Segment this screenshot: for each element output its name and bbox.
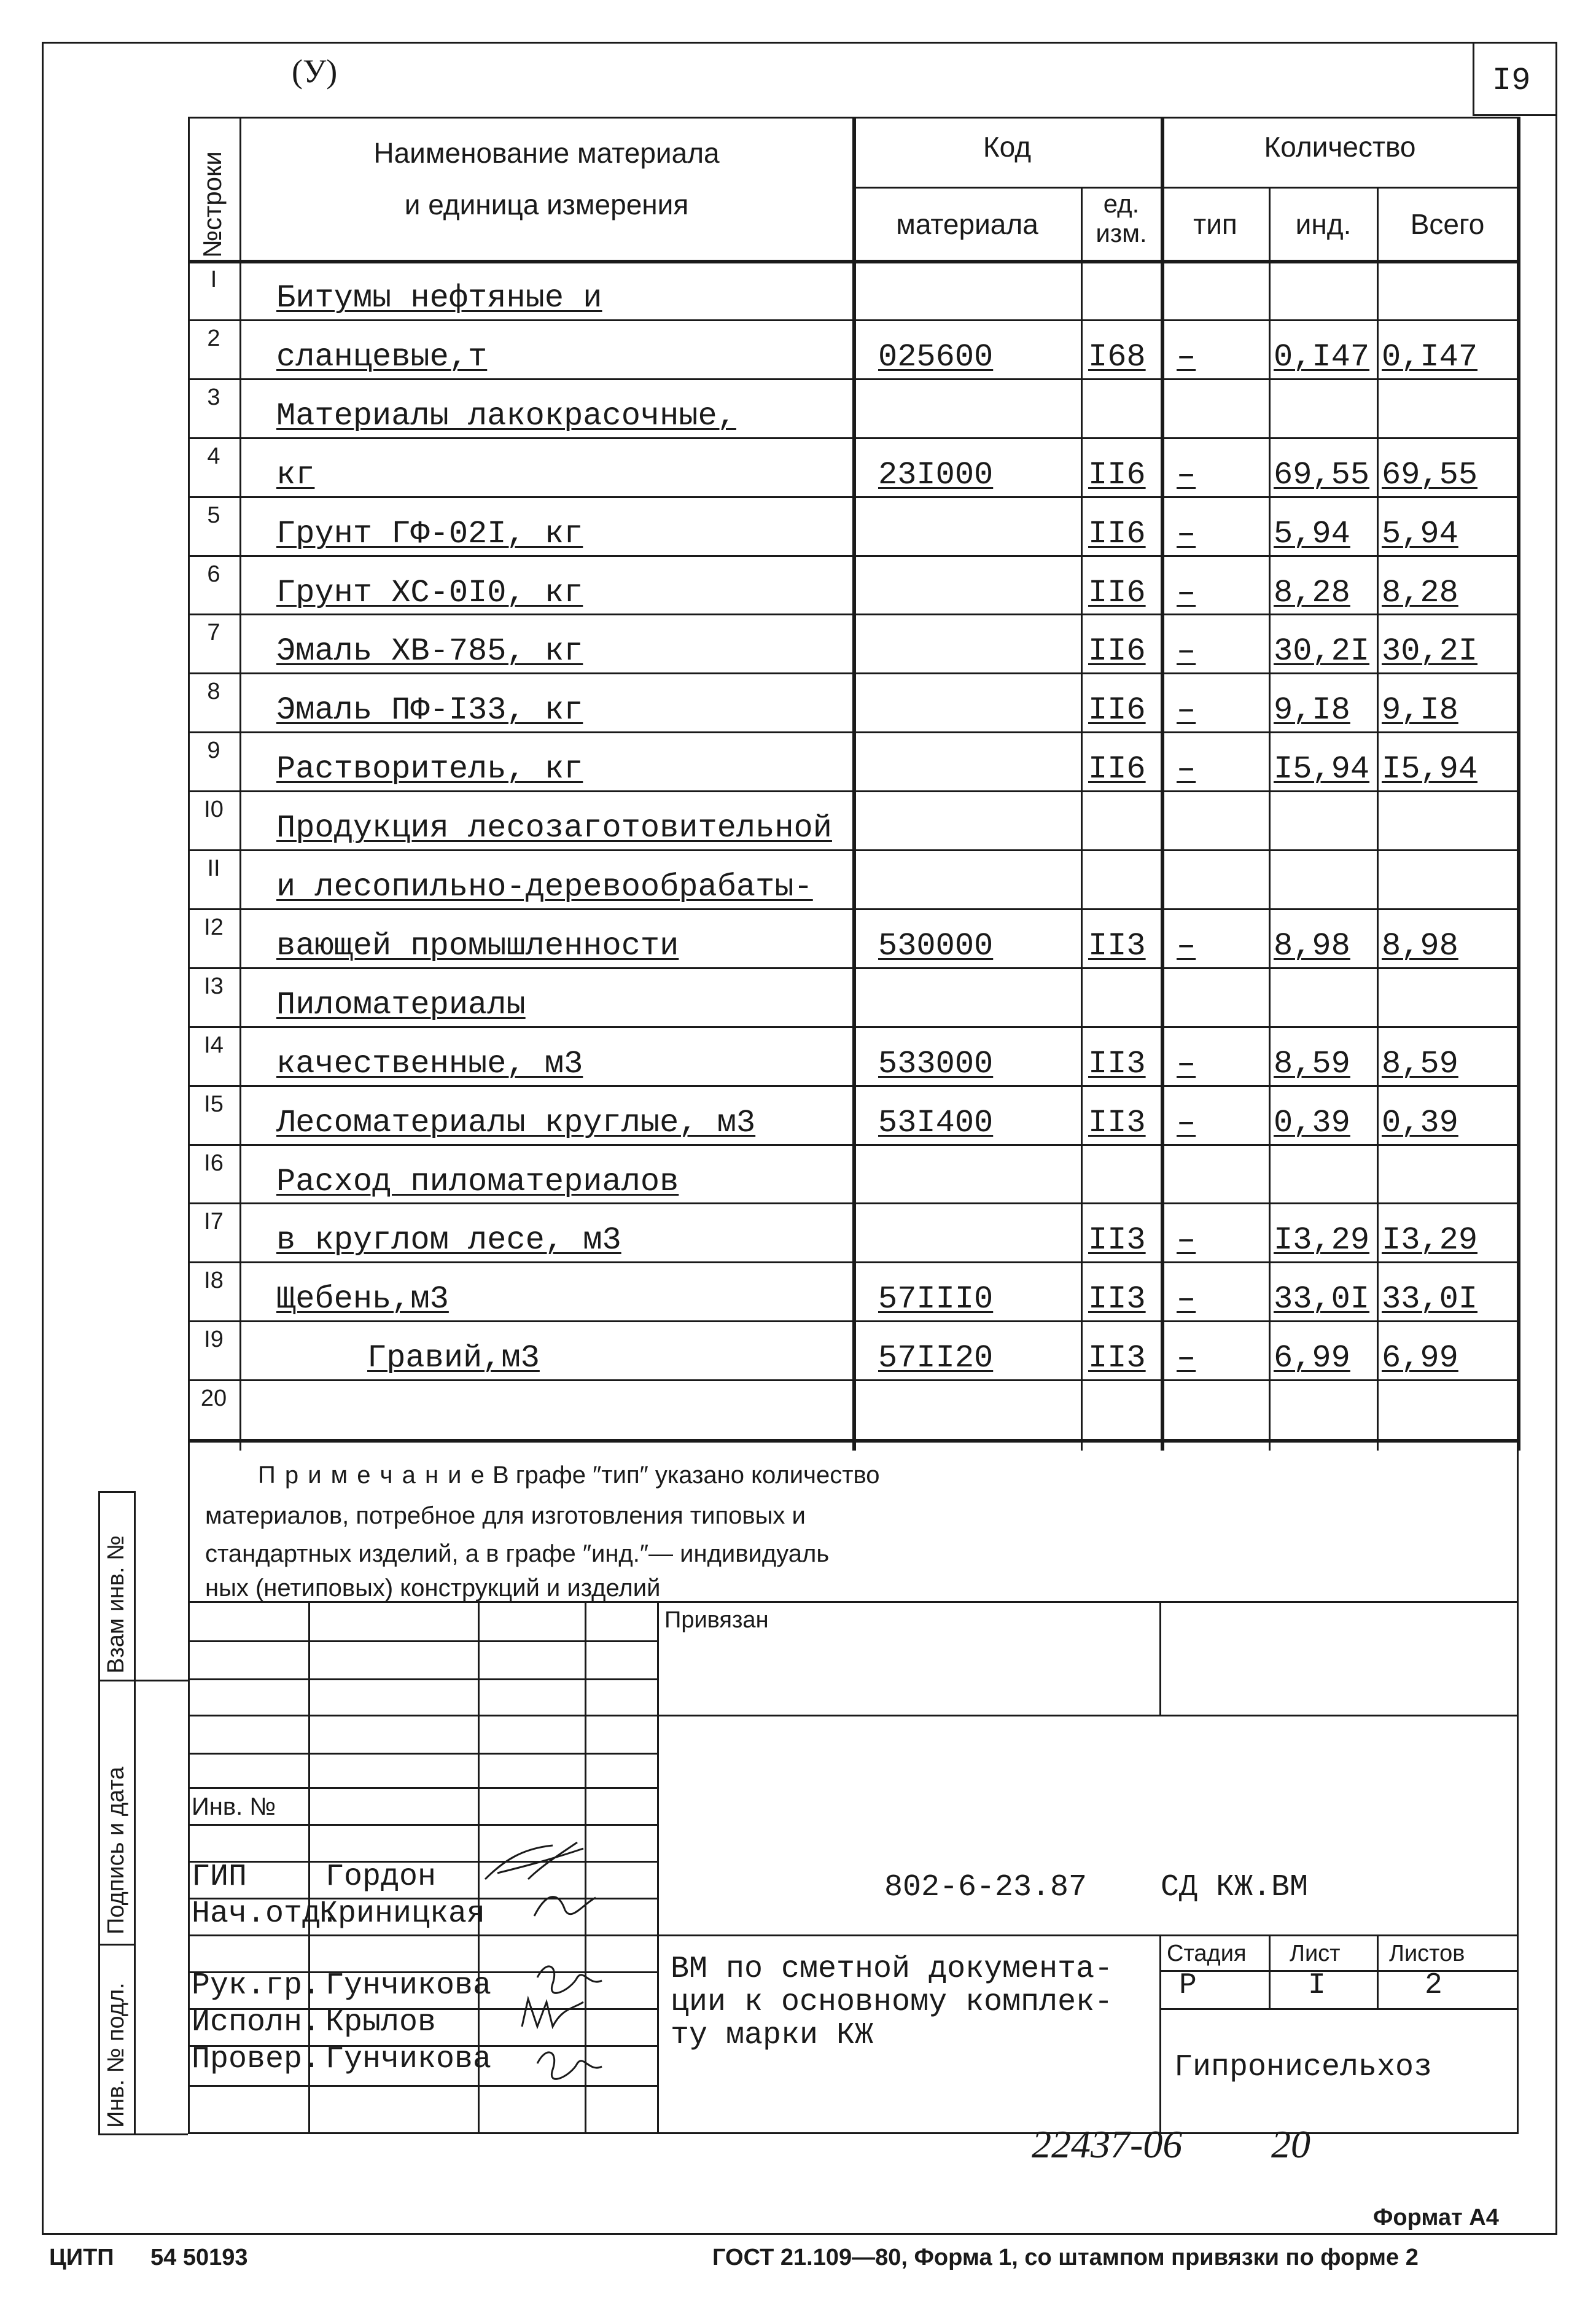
citp-label: ЦИТП: [49, 2245, 114, 2270]
citp-code: 54 50193: [150, 2245, 248, 2270]
stamp-row-2: [188, 1678, 657, 1680]
header-name-line1: Наименование материала: [373, 137, 720, 169]
row-divider: [188, 672, 1519, 674]
row-number: 8: [207, 679, 220, 705]
row-unit: II6: [1088, 751, 1146, 788]
signer-role: Рук.гр.: [192, 1968, 321, 2003]
col-line-2: [852, 117, 856, 1451]
row-name: Гравий,м3: [367, 1340, 540, 1377]
row-name: Расход пиломатериалов: [276, 1163, 679, 1200]
row-code: 533000: [878, 1045, 994, 1082]
row-unit: II6: [1088, 692, 1146, 729]
frame-left: [42, 42, 44, 2234]
stamp-bottom: [188, 2132, 1519, 2134]
row-name: Материалы лакокрасочные,: [276, 397, 736, 434]
header-code-group: Код: [983, 131, 1032, 163]
row-unit: II6: [1088, 574, 1146, 611]
row-ind: 69,55: [1274, 456, 1370, 493]
row-name: Битумы нефтяные и: [276, 280, 602, 316]
row-total: 69,55: [1382, 456, 1478, 493]
row-name: Продукция лесозаготовительной: [276, 810, 832, 847]
row-code: 57II20: [878, 1340, 994, 1377]
row-total: 9,I8: [1382, 692, 1458, 729]
sheet-box-left: [1473, 42, 1474, 115]
row-type: –: [1177, 633, 1196, 670]
stamp-row-1: [188, 1640, 657, 1642]
row-number: I8: [204, 1268, 224, 1294]
signer-role: ГИП: [192, 1860, 247, 1895]
row-total: 8,59: [1382, 1045, 1458, 1082]
row-ind: 8,59: [1274, 1045, 1350, 1082]
signature-gunchikova-2: [528, 2039, 608, 2094]
header-bottom: [188, 260, 1520, 263]
list-value: I: [1308, 1969, 1326, 2002]
row-total: 30,2I: [1382, 633, 1478, 670]
row-divider: [188, 378, 1519, 380]
header-unit-line1: ед.: [1103, 189, 1140, 218]
signer-role: Исполн.: [192, 2005, 321, 2040]
row-name: Эмаль ХВ-785, кг: [276, 633, 583, 670]
stamp-top: [188, 1601, 1519, 1603]
row-total: 0,39: [1382, 1104, 1458, 1141]
row-ind: 5,94: [1274, 515, 1350, 552]
stamp-row-4: [188, 1753, 657, 1755]
row-divider: [188, 1379, 1519, 1381]
col-line-1: [239, 117, 241, 1451]
row-name: вающей промышленности: [276, 927, 679, 964]
stamp-row-3: [188, 1715, 1519, 1716]
row-total: 8,28: [1382, 574, 1458, 611]
sheet-number: I9: [1492, 63, 1531, 99]
col-line-4: [1161, 117, 1164, 1451]
stamp-col-d: [657, 1601, 659, 2133]
row-name: качественные, м3: [276, 1045, 583, 1082]
note-label: П р и м е ч а н и е: [258, 1462, 486, 1489]
row-total: 6,99: [1382, 1340, 1458, 1377]
listov-value: 2: [1425, 1969, 1442, 2002]
frame-bottom: [42, 2233, 1557, 2235]
row-unit: II3: [1088, 1104, 1146, 1141]
row-divider: [188, 908, 1519, 910]
stamp-col-e: [1159, 1601, 1161, 1716]
signer-role: Нач.отд.: [192, 1896, 340, 1931]
row-name: Грунт ХС-0I0, кг: [276, 574, 583, 611]
row-divider: [188, 790, 1519, 792]
row-number: I0: [204, 797, 224, 823]
row-number: I: [210, 267, 217, 292]
stamp-row-6: [188, 1824, 657, 1826]
row-divider: [188, 731, 1519, 733]
row-divider: [188, 1144, 1519, 1146]
row-unit: II3: [1088, 1281, 1146, 1318]
row-type: –: [1177, 927, 1196, 964]
row-number: I4: [204, 1032, 224, 1058]
row-type: –: [1177, 692, 1196, 729]
row-divider: [188, 967, 1519, 969]
row-name: Эмаль ПФ-I33, кг: [276, 692, 583, 729]
row-number: 20: [200, 1385, 227, 1412]
row-type: –: [1177, 338, 1196, 375]
stamp-row-5: [188, 1787, 657, 1789]
gost-label: ГОСТ 21.109—80, Форма 1, со штампом привязки по форме 2: [712, 2245, 1419, 2270]
row-unit: II6: [1088, 515, 1146, 552]
row-ind: I5,94: [1274, 751, 1370, 788]
row-number: I9: [204, 1327, 224, 1353]
note-line1-rest: В графе ″тип″ указано количество: [485, 1462, 880, 1489]
row-divider: [188, 1085, 1519, 1087]
frame-right: [1555, 42, 1557, 2234]
row-number: II: [207, 855, 220, 881]
row-ind: 6,99: [1274, 1340, 1350, 1377]
row-ind: 8,28: [1274, 574, 1350, 611]
row-total: 0,I47: [1382, 338, 1478, 375]
row-type: –: [1177, 1104, 1196, 1141]
row-total: 8,98: [1382, 927, 1458, 964]
stadia-label: Стадия: [1167, 1941, 1247, 1966]
stamp-right: [1517, 1439, 1519, 2133]
signer-name: Крылов: [325, 2005, 437, 2040]
side-strip-top: [98, 1491, 135, 1493]
row-ind: 8,98: [1274, 927, 1350, 964]
note-line3: стандартных изделий, а в графе ″инд.″— индивидуаль: [205, 1540, 830, 1567]
doc-title-line1: ВМ по сметной документа-: [671, 1952, 1113, 1987]
row-divider: [188, 555, 1519, 557]
header-unit-line2: изм.: [1096, 219, 1147, 247]
header-row-no: №строки: [198, 151, 227, 258]
header-total: Всего: [1410, 208, 1485, 240]
doc-code: 802-6-23.87: [884, 1870, 1088, 1905]
row-name: и лесопильно-деревообрабаты-: [276, 869, 813, 905]
row-divider: [188, 1026, 1519, 1028]
header-ind: инд.: [1295, 208, 1352, 240]
row-total: 5,94: [1382, 515, 1458, 552]
stadia-value: Р: [1179, 1969, 1197, 2002]
row-code: 57III0: [878, 1281, 994, 1318]
side-strip-div1: [98, 1680, 188, 1681]
row-ind: 33,0I: [1274, 1281, 1370, 1318]
row-divider: [188, 437, 1519, 439]
inv-no-label: Инв. №: [192, 1793, 276, 1820]
row-name: в круглом лесе, м3: [276, 1222, 621, 1259]
row-ind: I3,29: [1274, 1222, 1370, 1259]
header-mid: [852, 187, 1519, 189]
col-line-0: [188, 117, 190, 1451]
signer-name: Гунчикова: [325, 2042, 492, 2077]
side-strip-left: [98, 1491, 100, 2135]
frame-top: [42, 42, 1557, 44]
note-line4: ных (нетиповых) конструкций и изделий: [205, 1575, 661, 1602]
header-top: [188, 117, 1519, 119]
row-number: 2: [207, 325, 220, 351]
side-strip-bottom: [98, 2133, 188, 2135]
row-divider: [188, 319, 1519, 321]
signer-name: Гунчикова: [325, 1968, 492, 2003]
stage-row-2: [1159, 2008, 1519, 2010]
header-material: материала: [896, 208, 1038, 240]
row-ind: 0,39: [1274, 1104, 1350, 1141]
row-type: –: [1177, 515, 1196, 552]
row-divider: [188, 1202, 1519, 1204]
row-type: –: [1177, 456, 1196, 493]
row-divider: [188, 1261, 1519, 1263]
row-total: I3,29: [1382, 1222, 1478, 1259]
side-label-inv: Инв. № подл.: [103, 1982, 129, 2128]
row-number: 6: [207, 561, 220, 587]
row-unit: I68: [1088, 338, 1146, 375]
org-name: Гипронисельхоз: [1174, 2050, 1433, 2085]
stage-row-1: [1159, 1970, 1519, 1972]
signer-name: Гордон: [325, 1860, 437, 1895]
row-divider: [188, 496, 1519, 498]
list-label: Лист: [1290, 1941, 1341, 1966]
doc-title-line2: ции к основному комплек-: [671, 1985, 1113, 2020]
header-type: тип: [1193, 208, 1237, 240]
row-divider: [188, 1320, 1519, 1322]
stamp-row-9: [188, 1934, 1519, 1936]
row-name: сланцевые,т: [276, 338, 488, 375]
row-type: –: [1177, 1281, 1196, 1318]
signature-krylov: [516, 1990, 590, 2039]
row-name: Грунт ГФ-02I, кг: [276, 515, 583, 552]
header-qty-group: Количество: [1264, 131, 1416, 163]
row-type: –: [1177, 1045, 1196, 1082]
row-name: Пиломатериалы: [276, 986, 526, 1023]
side-strip-inner: [134, 1491, 136, 2135]
row-name: кг: [276, 456, 315, 493]
signature-krinitskaya: [528, 1879, 602, 1928]
row-type: –: [1177, 574, 1196, 611]
side-label-podpis: Подпись и дата: [103, 1766, 129, 1934]
header-name-line2: и единица измерения: [404, 189, 689, 220]
header-mark: (У): [292, 53, 338, 90]
note-line1: [258, 1462, 880, 1489]
row-unit: II3: [1088, 1340, 1146, 1377]
row-divider: [188, 849, 1519, 851]
row-name: Щебень,м3: [276, 1281, 449, 1318]
row-code: 025600: [878, 338, 994, 375]
table-bottom: [188, 1439, 1520, 1443]
col-line-7: [1517, 117, 1520, 1451]
row-divider: [188, 614, 1519, 615]
row-number: 4: [207, 443, 220, 469]
row-unit: II6: [1088, 456, 1146, 493]
row-unit: II6: [1088, 633, 1146, 670]
note-line2: материалов, потребное для изготовления типовых и: [205, 1502, 806, 1529]
stage-col-1: [1159, 1934, 1161, 2132]
listov-label: Листов: [1389, 1941, 1465, 1966]
row-name: Лесоматериалы круглые, м3: [276, 1104, 756, 1141]
row-number: I6: [204, 1150, 224, 1176]
row-code: 53I400: [878, 1104, 994, 1141]
handwritten-doc-no: 22437-06: [1032, 2122, 1183, 2166]
doc-mark: СД КЖ.ВМ: [1161, 1870, 1309, 1905]
row-number: 3: [207, 384, 220, 410]
row-total: I5,94: [1382, 751, 1478, 788]
row-code: 530000: [878, 927, 994, 964]
doc-title-line3: ту марки КЖ: [671, 2018, 874, 2053]
row-number: 9: [207, 738, 220, 764]
row-code: 23I000: [878, 456, 994, 493]
row-type: –: [1177, 1340, 1196, 1377]
row-number: I2: [204, 914, 224, 940]
row-number: I7: [204, 1209, 224, 1235]
row-ind: 30,2I: [1274, 633, 1370, 670]
privyazan-label: Привязан: [664, 1607, 769, 1633]
row-type: –: [1177, 1222, 1196, 1259]
side-label-vzam: Взам инв. №: [103, 1535, 129, 1673]
row-total: 33,0I: [1382, 1281, 1478, 1318]
format-label: Формат А4: [1373, 2205, 1499, 2230]
side-strip-div2: [98, 1944, 135, 1946]
row-ind: 0,I47: [1274, 338, 1370, 375]
row-number: I3: [204, 973, 224, 999]
signer-name: Криницкая: [319, 1896, 486, 1931]
sheet-box-bottom: [1473, 114, 1557, 116]
handwritten-page-no: 20: [1271, 2122, 1310, 2166]
row-number: I5: [204, 1091, 224, 1117]
row-type: –: [1177, 751, 1196, 788]
row-ind: 9,I8: [1274, 692, 1350, 729]
row-number: 7: [207, 620, 220, 646]
row-unit: II3: [1088, 1045, 1146, 1082]
stamp-left: [188, 1439, 190, 2133]
signer-role: Провер.: [192, 2042, 321, 2077]
row-name: Растворитель, кг: [276, 751, 583, 788]
row-unit: II3: [1088, 927, 1146, 964]
row-number: 5: [207, 502, 220, 528]
row-unit: II3: [1088, 1222, 1146, 1259]
